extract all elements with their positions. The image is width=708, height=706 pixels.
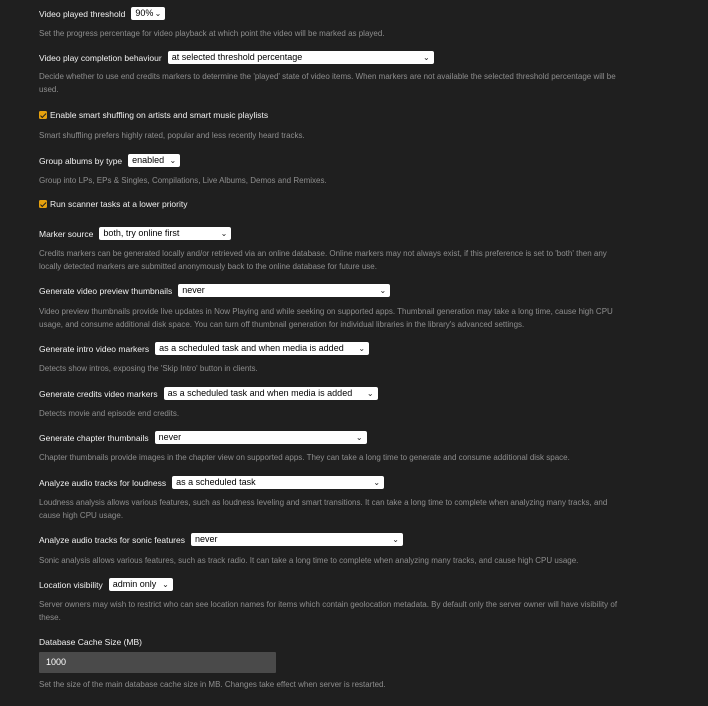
chevron-down-icon: ⌄ [162, 580, 169, 589]
intro-markers-select[interactable] [155, 342, 369, 355]
chevron-down-icon: ⌄ [355, 433, 363, 442]
chevron-down-icon: ⌄ [358, 344, 366, 353]
location-visibility-select[interactable] [109, 578, 173, 591]
setting-description: Group into LPs, EPs & Singles, Compilations, Live Albums, Demos and Remixes. [39, 176, 327, 185]
setting-description: Sonic analysis allows various features, such as track radio. It can take a long time to complete when analyzing many tracks, and cause high CPU usage. [39, 556, 579, 565]
setting-label: Analyze audio tracks for loudness [39, 477, 167, 488]
setting-description: Decide whether to use end credits markers to determine the 'played' state of video items. When markers are not available the selected threshold percentage will be used. [39, 72, 616, 94]
setting-label: Location visibility [39, 579, 103, 590]
chevron-down-icon: ⌄ [154, 9, 162, 18]
scanner-priority-checkbox[interactable] [39, 200, 47, 208]
sonic-analysis-select[interactable] [191, 533, 403, 546]
smart-shuffling-checkbox[interactable] [39, 111, 47, 119]
setting-description: Detects movie and episode end credits. [39, 409, 180, 418]
group-albums-select[interactable] [128, 154, 180, 167]
loudness-analysis-select[interactable] [172, 476, 384, 489]
select-value: as a scheduled task and when media is added [167, 388, 353, 398]
video-preview-thumbnails-select[interactable] [178, 284, 390, 297]
credits-markers-select[interactable] [164, 387, 378, 400]
setting-label: Generate chapter thumbnails [39, 432, 149, 443]
setting-description: Chapter thumbnails provide images in the chapter view on supported apps. They can take a long time to generate and consume additional disk space. [39, 453, 570, 462]
chevron-down-icon: ⌄ [379, 286, 387, 295]
chevron-down-icon: ⌄ [392, 535, 399, 544]
setting-description: Detects show intros, exposing the 'Skip Intro' button in clients. [39, 364, 258, 373]
setting-label: Video played threshold [39, 8, 126, 19]
select-value: admin only [112, 579, 157, 589]
select-value: never [182, 285, 205, 295]
video-played-threshold-select[interactable] [131, 7, 165, 20]
group-albums-row [39, 154, 180, 167]
select-value: enabled [132, 155, 165, 165]
setting-label[interactable]: Run scanner tasks at a lower priority [50, 199, 188, 209]
setting-label: Analyze audio tracks for sonic features [39, 534, 185, 545]
setting-label: Generate intro video markers [39, 343, 150, 354]
setting-label: Marker source [39, 228, 94, 239]
video-play-completion-select[interactable] [168, 51, 434, 64]
setting-description: Video preview thumbnails provide live updates in Now Playing and while seeking on supported apps. Thumbnail generation may take a long time, cause high CPU usage, and consume additional disk space. You can turn off thumbnail generation for individual libraries in the library's advanced settings. [39, 307, 613, 329]
setting-description: Credits markers can be generated locally and/or retrieved via an online database. Online markers may not always exist, if this preference is set to 'both' then any locally detected markers are submitted anonymously back to the online database for future use. [39, 249, 607, 271]
setting-label: Group albums by type [39, 155, 123, 166]
video-preview-thumbnails-row [39, 284, 390, 297]
select-value: 90% [135, 8, 154, 18]
setting-label[interactable]: Enable smart shuffling on artists and smart music playlists [50, 110, 269, 120]
setting-description: Server owners may wish to restrict who can see location names for items which contain geolocation metadata. By default only the server owner will have visibility of these. [39, 600, 618, 622]
intro-markers-row [39, 342, 369, 355]
select-value: at selected threshold percentage [171, 52, 303, 62]
marker-source-row [39, 227, 231, 240]
credits-markers-row [39, 387, 378, 400]
setting-description: Set the progress percentage for video playback at which point the video will be marked as played. [39, 29, 385, 38]
loudness-analysis-row [39, 476, 384, 489]
setting-description: Smart shuffling prefers highly rated, popular and less recently heard tracks. [39, 131, 305, 140]
database-cache-label: Database Cache Size (MB) [39, 637, 142, 647]
marker-source-select[interactable] [99, 227, 231, 240]
select-value: never [158, 432, 182, 442]
chevron-down-icon: ⌄ [366, 389, 374, 398]
video-play-completion-row [39, 51, 434, 64]
smart-shuffling-row [39, 110, 268, 120]
setting-label: Video play completion behaviour [39, 52, 162, 63]
video-played-threshold-row [39, 7, 165, 20]
setting-description: Set the size of the main database cache size in MB. Changes take effect when server is restarted. [39, 680, 386, 689]
setting-label: Generate credits video markers [39, 388, 158, 399]
chevron-down-icon: ⌄ [169, 156, 177, 165]
chapter-thumbnails-row [39, 431, 367, 444]
setting-label: Generate video preview thumbnails [39, 285, 173, 296]
database-cache-input[interactable]: 1000 [39, 652, 276, 673]
select-value: as a scheduled task and when media is added [159, 343, 344, 353]
chevron-down-icon: ⌄ [373, 478, 381, 487]
chevron-down-icon: ⌄ [423, 53, 430, 62]
select-value: never [195, 534, 218, 544]
setting-description: Loudness analysis allows various features, such as loudness leveling and smart transitions. It can take a long time to complete when analyzing many tracks, and cause high CPU usage. [39, 498, 608, 520]
scanner-priority-row [39, 199, 187, 209]
select-value: both, try online first [103, 228, 180, 238]
location-visibility-row [39, 578, 173, 591]
chapter-thumbnails-select[interactable] [155, 431, 367, 444]
chevron-down-icon: ⌄ [220, 229, 228, 238]
database-cache-label-row [39, 637, 142, 647]
sonic-analysis-row [39, 533, 403, 546]
select-value: as a scheduled task [176, 477, 256, 487]
